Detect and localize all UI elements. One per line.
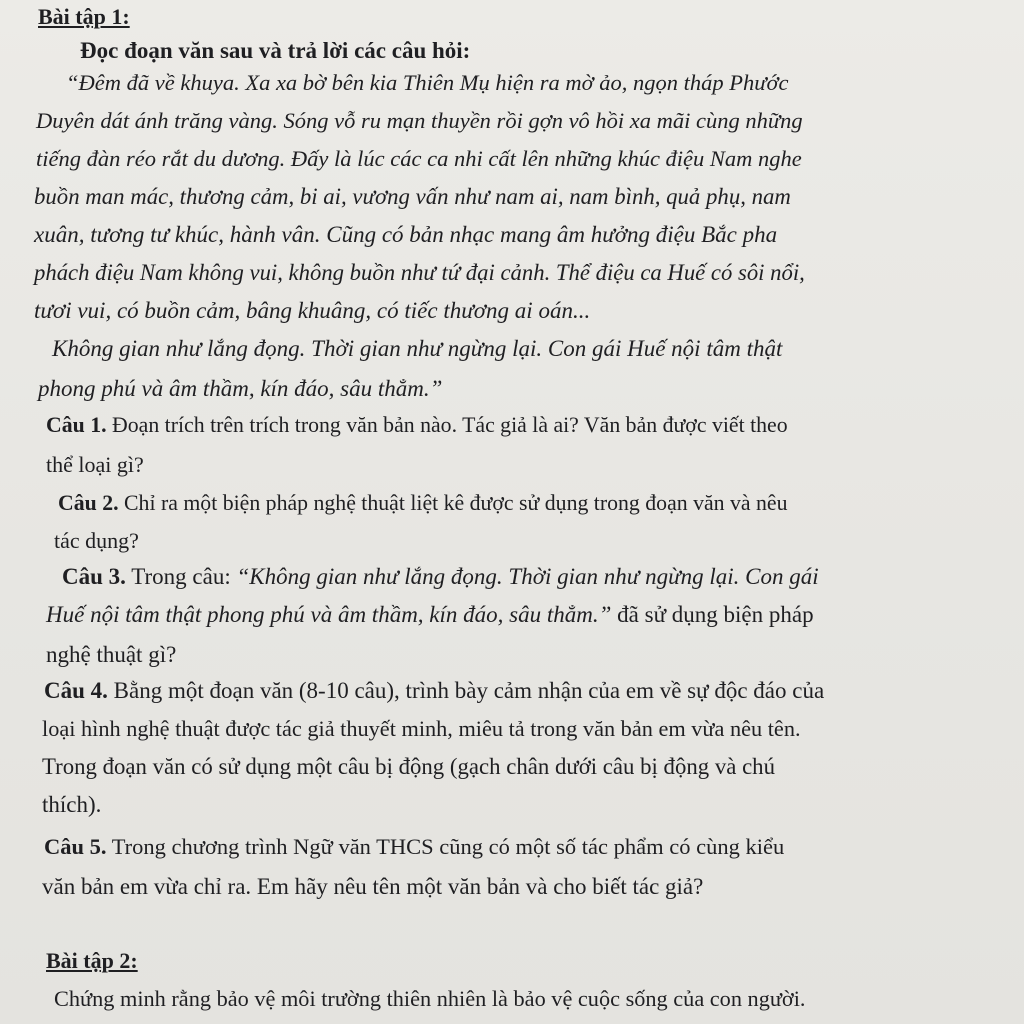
question-5 bbox=[44, 832, 784, 862]
question-text: Chỉ ra một biện pháp nghệ thuật liệt kê được sử dụng trong đoạn văn và nêu bbox=[124, 491, 788, 515]
question-1-continuation: thể loại gì? bbox=[46, 452, 144, 477]
passage-line: “Đêm đã về khuya. Xa xa bờ bên kia Thiên Mụ hiện ra mờ ảo, ngọn tháp Phước bbox=[66, 70, 789, 95]
question-2-continuation: tác dụng? bbox=[54, 528, 139, 553]
passage-line: xuân, tương tư khúc, hành vân. Cũng có bản nhạc mang âm hưởng điệu Bắc pha bbox=[34, 222, 778, 247]
question-text: Bằng một đoạn văn (8-10 câu), trình bày cảm nhận của em về sự độc đáo của bbox=[113, 678, 825, 703]
question-4 bbox=[44, 676, 824, 706]
question-text: đã sử dụng biện pháp bbox=[617, 602, 814, 627]
passage-line: phong phú và âm thầm, kín đáo, sâu thẳm.” bbox=[38, 376, 443, 401]
passage-line: Không gian như lắng đọng. Thời gian như ngừng lại. Con gái Huế nội tâm thật bbox=[52, 336, 783, 361]
exercise-2-title: Bài tập 2: bbox=[46, 948, 138, 973]
question-5-continuation: văn bản em vừa chỉ ra. Em hãy nêu tên một văn bản và cho biết tác giả? bbox=[42, 874, 704, 899]
question-3-end: nghệ thuật gì? bbox=[46, 642, 177, 667]
question-4-continuation: Trong đoạn văn có sử dụng một câu bị động (gạch chân dưới câu bị động và chú bbox=[42, 754, 775, 779]
question-label: Câu 5. bbox=[44, 834, 107, 859]
exercise-1-instruction: Đọc đoạn văn sau và trả lời các câu hỏi: bbox=[80, 38, 471, 63]
question-label: Câu 4. bbox=[44, 678, 108, 703]
question-text: Đoạn trích trên trích trong văn bản nào. Tác giả là ai? Văn bản được viết theo bbox=[112, 413, 788, 437]
question-3-continuation bbox=[46, 600, 814, 630]
question-label: Câu 1. bbox=[46, 413, 107, 437]
passage-line: tiếng đàn réo rắt du dương. Đấy là lúc các ca nhi cất lên những khúc điệu Nam nghe bbox=[36, 146, 802, 171]
passage-line: phách điệu Nam không vui, không buồn như tứ đại cảnh. Thể điệu ca Huế có sôi nổi, bbox=[34, 260, 805, 285]
question-4-continuation: thích). bbox=[42, 792, 102, 817]
question-4-continuation: loại hình nghệ thuật được tác giả thuyết minh, miêu tả trong văn bản em vừa nêu tên. bbox=[42, 716, 801, 741]
quoted-sentence: “Không gian như lắng đọng. Thời gian như ngừng lại. Con gái bbox=[236, 564, 819, 589]
question-1 bbox=[46, 410, 788, 440]
question-prefix: Trong câu: bbox=[131, 564, 231, 589]
exercise-2-prompt: Chứng minh rằng bảo vệ môi trường thiên nhiên là bảo vệ cuộc sống của con người. bbox=[54, 986, 806, 1011]
passage-line: tươi vui, có buồn cảm, bâng khuâng, có tiếc thương ai oán... bbox=[34, 298, 591, 323]
question-label: Câu 2. bbox=[58, 491, 119, 515]
quoted-sentence: Huế nội tâm thật phong phú và âm thầm, kín đáo, sâu thẳm.” bbox=[46, 602, 612, 627]
question-label: Câu 3. bbox=[62, 564, 126, 589]
exercise-1-title: Bài tập 1: bbox=[38, 4, 130, 29]
passage-line: buồn man mác, thương cảm, bi ai, vương vấn như nam ai, nam bình, quả phụ, nam bbox=[34, 184, 791, 209]
question-3 bbox=[62, 562, 819, 592]
question-2 bbox=[58, 488, 788, 518]
passage-line: Duyên dát ánh trăng vàng. Sóng vỗ ru mạn thuyền rồi gợn vô hồi xa mãi cùng những bbox=[36, 108, 803, 133]
question-text: Trong chương trình Ngữ văn THCS cũng có một số tác phẩm có cùng kiểu bbox=[111, 834, 785, 859]
